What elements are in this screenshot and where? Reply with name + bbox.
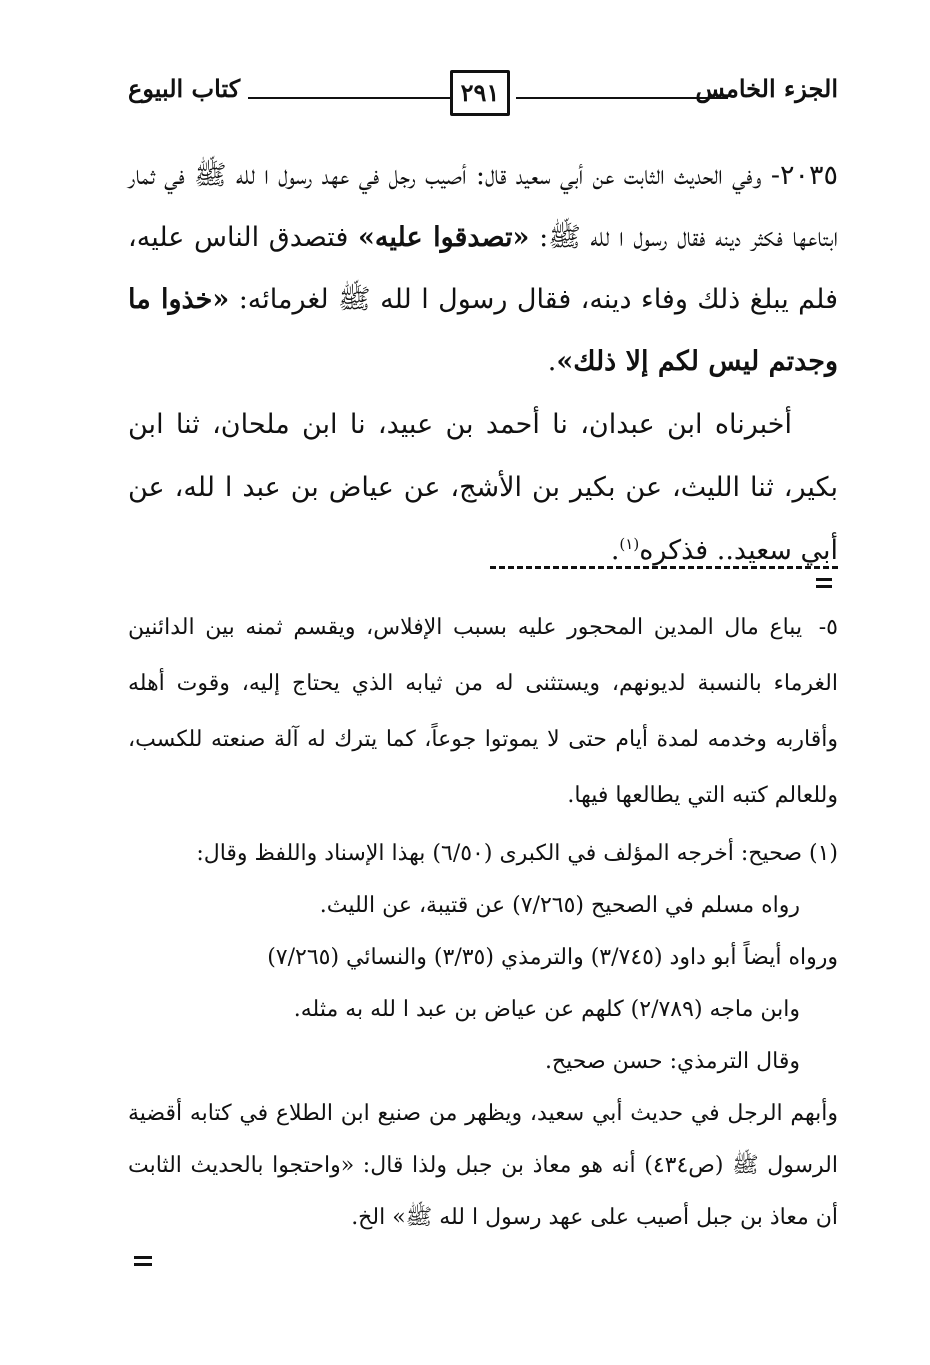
footnote-line-4: وابن ماجه (٢/٧٨٩) كلهم عن عياض بن عبد ا لله به مثله.	[293, 997, 800, 1022]
page-header	[128, 68, 838, 122]
commentary-note	[128, 600, 838, 824]
book-title: كتاب البيوع	[128, 74, 241, 103]
header-rule-left	[248, 97, 450, 99]
hadith-end: .	[547, 346, 557, 377]
isnad-end: .	[610, 535, 620, 566]
volume-title: الجزء الخامس	[695, 74, 838, 103]
footnote-block	[128, 828, 838, 1244]
hadith-paragraph	[128, 145, 838, 393]
isnad-text: أخبرناه ابن عبدان، نا أحمد بن عبيد، نا ابن ملحان، ثنا ابن بكير، ثنا الليث، عن بكير بن الأشج، عن عياض بن عبد ا لله، عن أبي سعيد.. فذكره	[128, 409, 838, 566]
footnote-line-5: وقال الترمذي: حسن صحيح.	[544, 1049, 800, 1074]
hadith-intro: وفي الحديث الثابت عن أبي سعيد قال: أصيب رجل في عهد رسول ا لله ﷺ في ثمار ابتاعها فكثر دينه فقال رسول ا لله ﷺ:	[128, 160, 839, 253]
header-rule-right	[516, 97, 728, 99]
footnote-line-1: (١) صحيح: أخرجه المؤلف في الكبرى (٦/٥٠) بهذا الإسناد واللفظ وقال:	[196, 841, 838, 866]
isnad-paragraph	[128, 393, 838, 582]
footnote-line-6: وأبهم الرجل في حديث أبي سعيد، ويظهر من صنيع ابن الطلاع في كتابه أقضية الرسول ﷺ (ص٤٣٤) أنه هو معاذ بن جبل ولذا قال: «واحتجوا بالحديث الثابت أن معاذ بن جبل أصيب على عهد رسول ا لله ﷺ» الخ.	[128, 1101, 838, 1230]
note-marker: ٥-	[818, 615, 838, 640]
footnote-reference[interactable]: (١)	[619, 535, 640, 553]
footnote-line-2: رواه مسلم في الصحيح (٧/٢٦٥) عن قتيبة، عن الليث.	[319, 893, 800, 918]
hadith-number: ٢٠٣٥-	[770, 160, 838, 191]
end-mark	[134, 1254, 152, 1268]
note-text: يباع مال المدين المحجور عليه بسبب الإفلاس، ويقسم ثمنه بين الدائنين الغرماء بالنسبة لديونهم، ويستثنى له من ثيابه الذي يحتاج إليه، وقوت أهله وأقاربه وخدمه لمدة أيام حتى لا يموتوا جوعاً، كما يترك له آلة صنعته للكسب، وللعالم كتبه التي يطالعها فيها.	[128, 615, 838, 808]
hadith-quote-2: «خذوا ما وجدتم ليس لكم إلا ذلك»	[128, 284, 838, 377]
section-separator	[128, 566, 838, 594]
double-rule-mark	[816, 576, 832, 590]
hadith-quote-1: «تصدقوا عليه»	[358, 222, 530, 253]
main-text	[128, 145, 838, 582]
footnote-line-3: ورواه أيضاً أبو داود (٣/٧٤٥) والترمذي (٣/٣٥) والنسائي (٧/٢٦٥)	[267, 945, 838, 970]
hadith-middle: فتصدق الناس عليه، فلم يبلغ ذلك وفاء دينه، فقال رسول ا لله ﷺ لغرمائه:	[128, 222, 838, 315]
page-number: ٢٩١	[450, 70, 510, 116]
dashed-rule	[490, 566, 838, 569]
